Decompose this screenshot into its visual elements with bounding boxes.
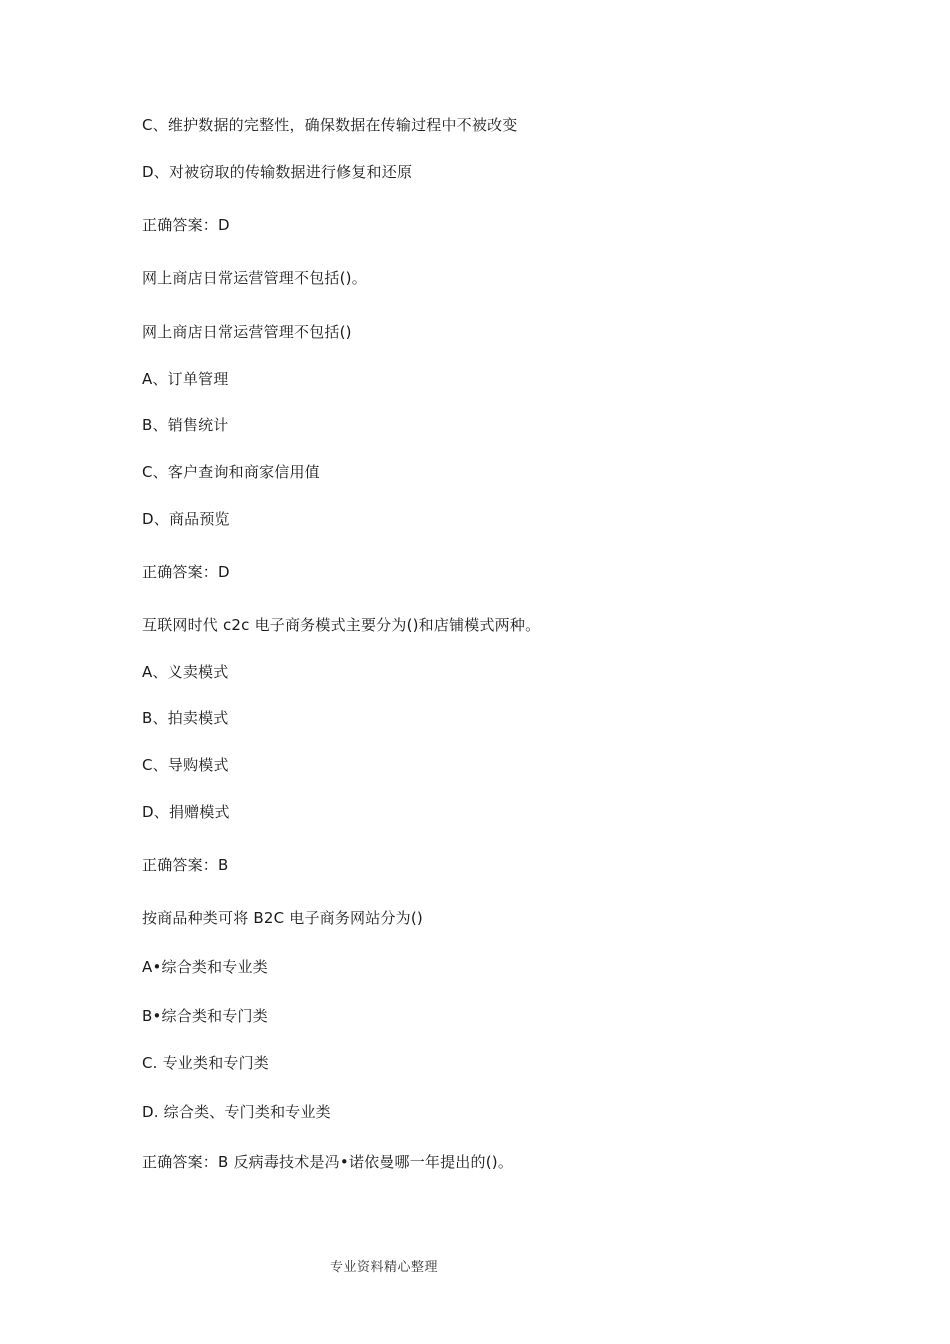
option-a-comprehensive-professional: A•综合类和专业类 [142, 958, 268, 976]
question-c2c-modes: 互联网时代 c2c 电子商务模式主要分为()和店铺模式两种。 [142, 616, 541, 634]
question-heading-store-management: 网上商店日常运营管理不包括()。 [142, 269, 367, 287]
option-d-donation: D、捐赠模式 [142, 803, 230, 821]
answer-4-and-next-question: 正确答案：B 反病毒技术是冯•诺依曼哪一年提出的()。 [142, 1153, 514, 1171]
option-b-sales-statistics: B、销售统计 [142, 416, 229, 434]
option-d-product-preview: D、商品预览 [142, 510, 230, 528]
page-footer: 专业资料精心整理 [329, 1260, 438, 1275]
answer-2: 正确答案：D [142, 563, 230, 581]
question-store-management: 网上商店日常运营管理不包括() [142, 323, 352, 341]
option-c-professional-specialized: C. 专业类和专门类 [142, 1054, 270, 1072]
option-d-repair: D、对被窃取的传输数据进行修复和还原 [142, 163, 413, 181]
answer-3: 正确答案：B [142, 856, 229, 874]
option-c-integrity: C、维护数据的完整性，确保数据在传输过程中不被改变 [142, 116, 518, 134]
option-b-comprehensive-specialized: B•综合类和专门类 [142, 1007, 268, 1025]
option-a-charity-sale: A、义卖模式 [142, 663, 229, 681]
question-b2c-categories: 按商品种类可将 B2C 电子商务网站分为() [142, 909, 423, 927]
option-b-auction: B、拍卖模式 [142, 709, 229, 727]
option-c-shopping-guide: C、导购模式 [142, 756, 229, 774]
option-d-all-three: D. 综合类、专门类和专业类 [142, 1103, 331, 1121]
option-a-order-management: A、订单管理 [142, 370, 229, 388]
option-c-customer-query: C、客户查询和商家信用值 [142, 463, 320, 481]
answer-1: 正确答案：D [142, 216, 230, 234]
